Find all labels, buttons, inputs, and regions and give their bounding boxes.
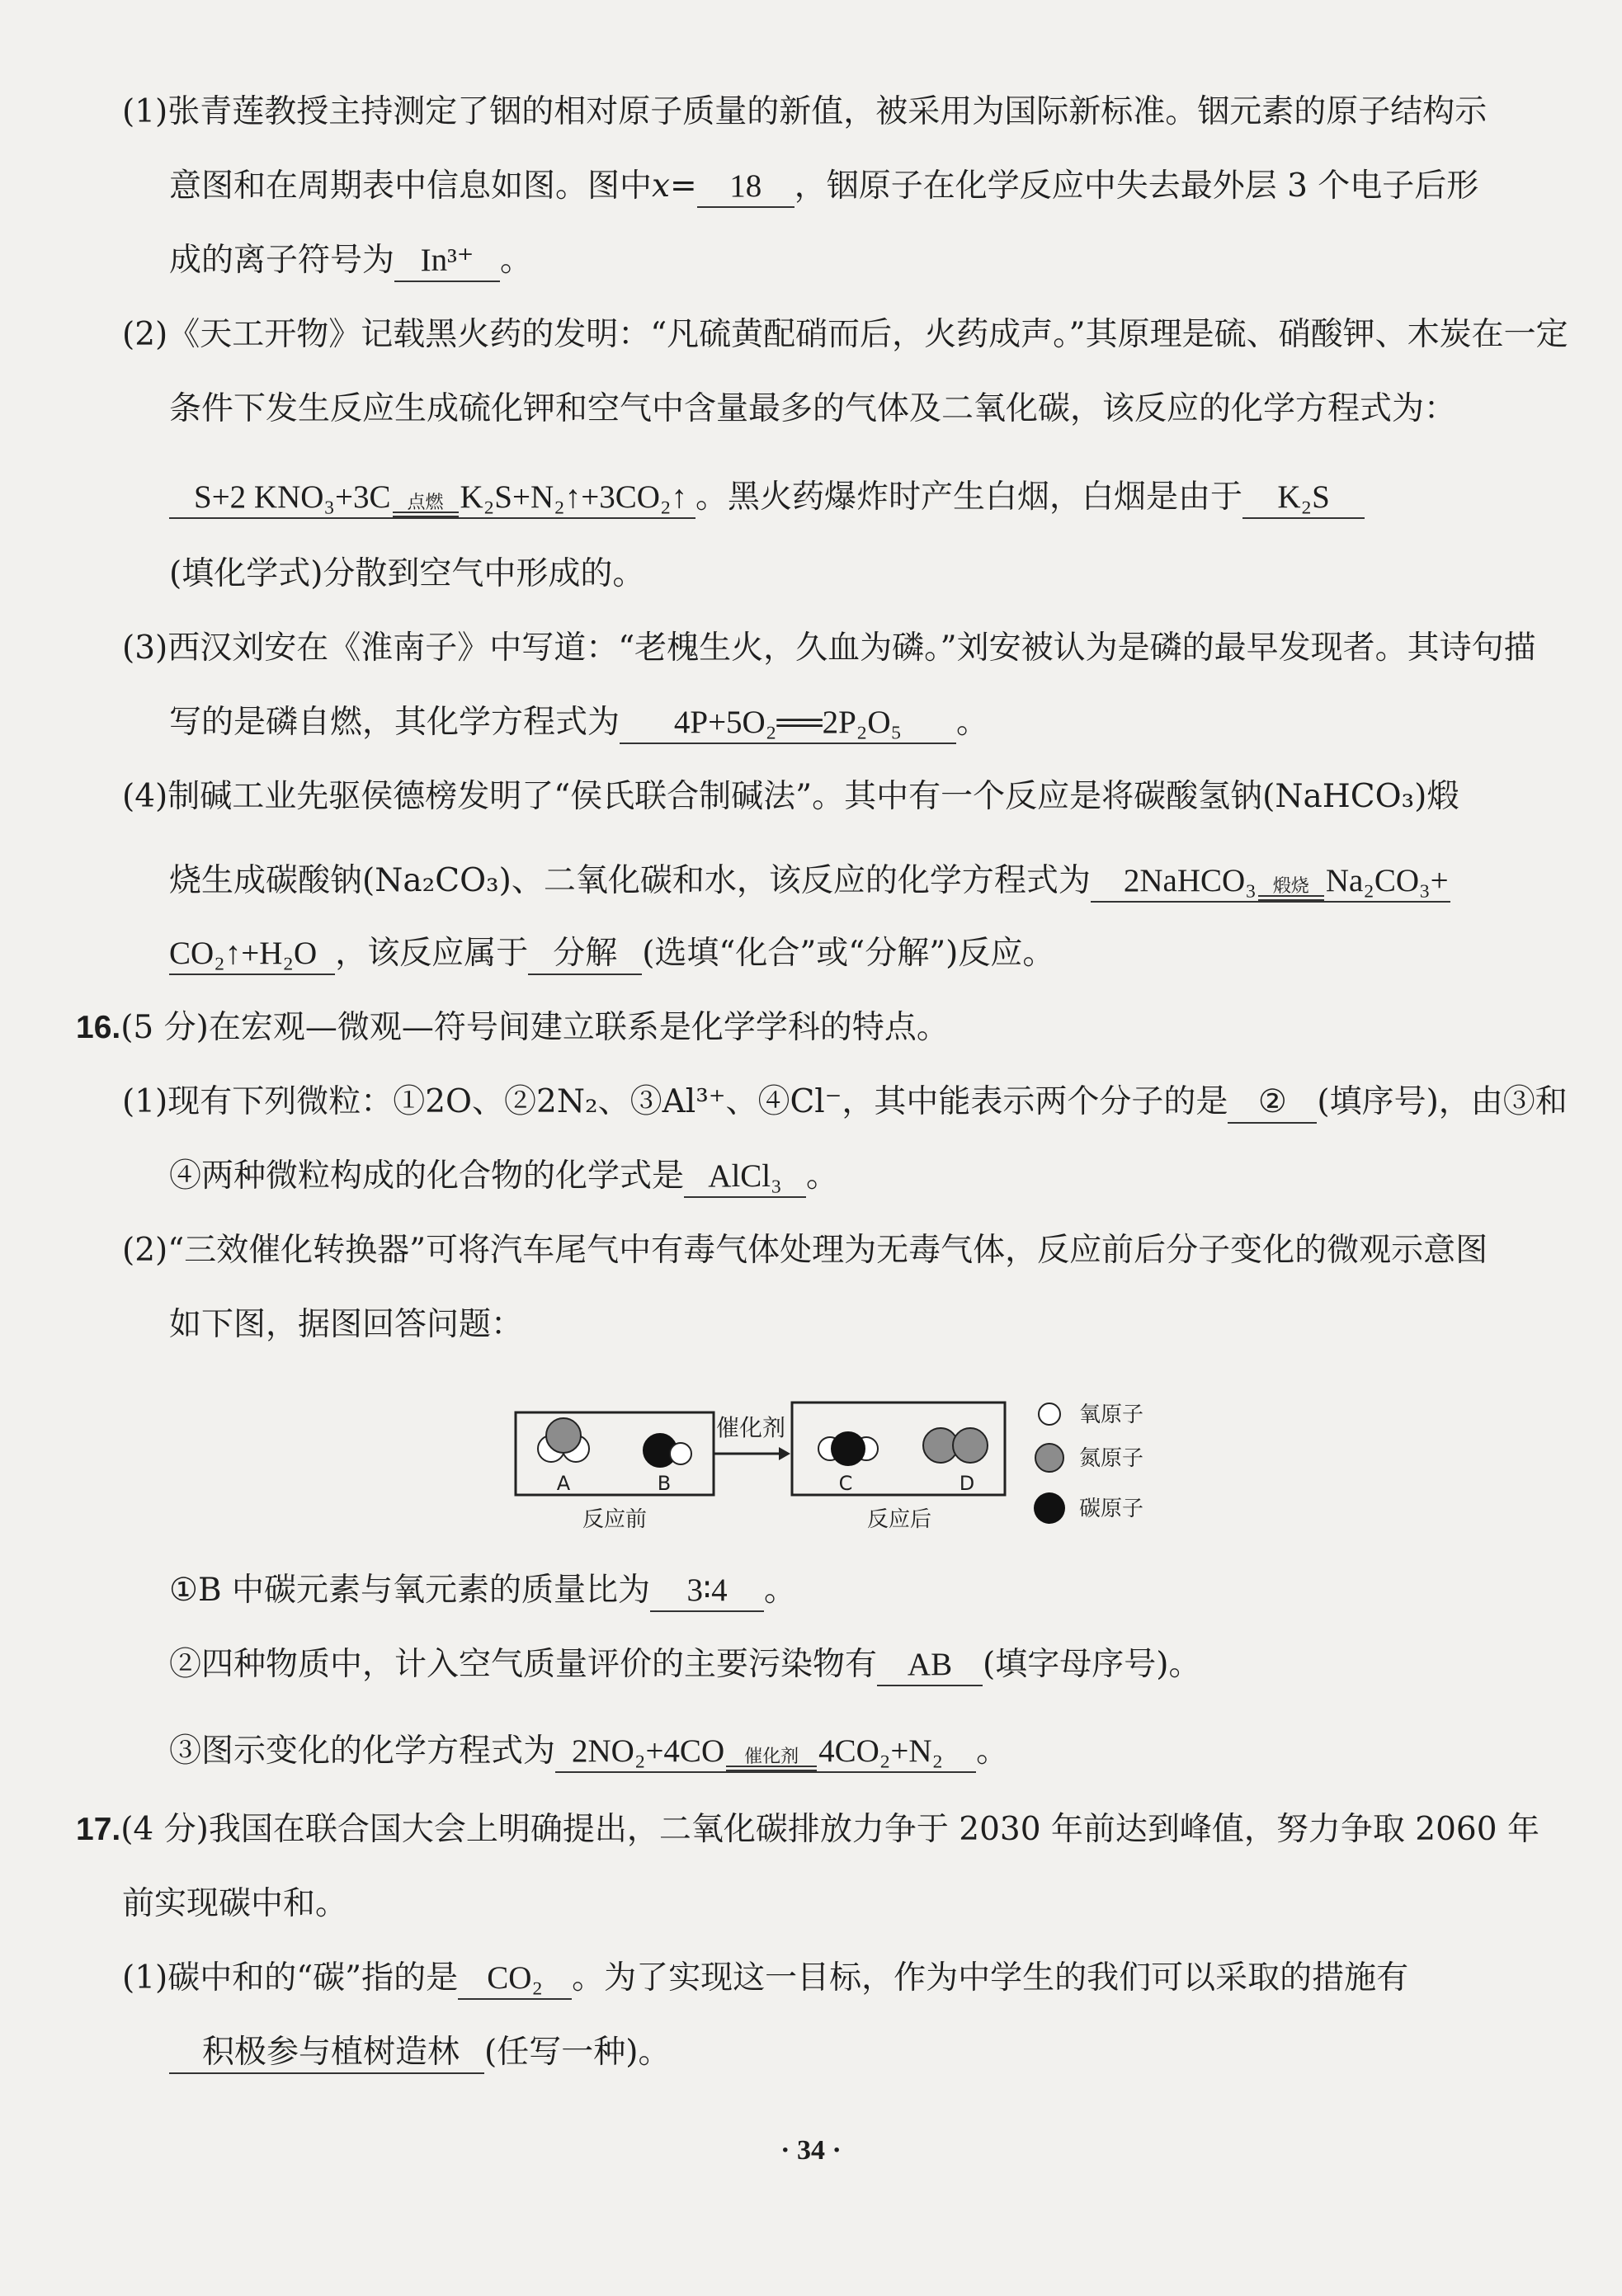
q15-part2-line2: 条件下发生反应生成硫化钾和空气中含量最多的气体及二氧化碳，该反应的化学方程式为：	[169, 390, 1457, 427]
q16-part2-line2: 如下图，据图回答问题：	[169, 1306, 524, 1343]
answer-catalytic-equation: 2NO₂+4CO 催化剂 4CO₂+N₂	[555, 1732, 976, 1773]
q17-part1-line1: (1)碳中和的“碳”指的是 CO₂ 。为了实现这一目标，作为中学生的我们可以采取的措施有	[122, 1955, 1408, 2001]
q15-part1-line1: (1)张青莲教授主持测定了铟的相对原子质量的新值，被采用为国际新标准。铟元素的原子结构示	[122, 93, 1488, 130]
q15-part3-line2: 写的是磷自燃，其化学方程式为 4P+5O₂══2P₂O₅ 。	[169, 700, 988, 746]
answer-white-smoke: K₂S	[1242, 478, 1365, 519]
catalyst-label: 催化剂	[715, 1414, 786, 1441]
after-label: 反应后	[866, 1507, 932, 1532]
q15-part4-line2: 烧生成碳酸钠(Na₂CO₃)、二氧化碳和水，该反应的化学方程式为 2NaHCO₃ 煅烧 Na₂CO₃+	[169, 858, 1450, 904]
answer-ion-symbol: In³⁺	[394, 241, 500, 282]
q15-part3-line1: (3)西汉刘安在《淮南子》中写道：“老槐生火，久血为磷。”刘安被认为是磷的最早发现者。其诗句描	[122, 629, 1536, 667]
answer-phosphorus-equation: 4P+5O₂══2P₂O₅	[620, 703, 956, 744]
q16-sub2: ②四种物质中，计入空气质量评价的主要污染物有 AB (填字母序号)。	[169, 1642, 1200, 1688]
answer-pollutants: AB	[877, 1645, 983, 1686]
legend-nitrogen-icon	[1035, 1444, 1063, 1472]
q15-part4-line3: CO₂↑+H₂O ，该反应属于 分解 (选填“化合”或“分解”)反应。	[169, 931, 1054, 977]
answer-carbon-meaning: CO₂	[458, 1959, 572, 2000]
answer-baking-soda-equation-part1: 2NaHCO₃ 煅烧 Na₂CO₃+	[1091, 861, 1450, 903]
answer-compound-formula: AlCl₃	[684, 1157, 806, 1198]
q17-heading-line2: 前实现碳中和。	[122, 1885, 348, 1922]
molecule-a	[538, 1418, 589, 1462]
legend-oxygen-icon	[1039, 1403, 1060, 1425]
q17-heading: 17.(4 分)我国在联合国大会上明确提出，二氧化碳排放力争于 2030 年前达到峰值，努力争取 2060 年	[76, 1811, 1539, 1848]
legend-carbon: 碳原子	[1079, 1497, 1144, 1521]
before-label: 反应前	[582, 1507, 648, 1532]
label-d: D	[959, 1472, 975, 1495]
reaction-condition: 点燃	[393, 493, 459, 517]
q16-part1-line1: (1)现有下列微粒：①2O、②2N₂、③Al³⁺、④Cl⁻，其中能表示两个分子的是 ② (填序号)，由③和	[122, 1079, 1568, 1125]
legend-oxygen: 氧原子	[1079, 1403, 1144, 1427]
answer-gunpowder-equation: S+2 KNO₃+3C 点燃 K₂S+N₂↑+3CO₂↑	[169, 478, 695, 519]
answer-baking-soda-equation-part2: CO₂↑+H₂O	[169, 934, 335, 975]
reaction-condition: 催化剂	[726, 1747, 817, 1771]
q16-sub3: ③图示变化的化学方程式为 2NO₂+4CO 催化剂 4CO₂+N₂ 。	[169, 1728, 1008, 1775]
q16-sub1: ①B 中碳元素与氧元素的质量比为 3∶4 。	[169, 1568, 796, 1614]
answer-x-value: 18	[697, 167, 794, 208]
reaction-condition: 煅烧	[1258, 877, 1324, 901]
q15-part2-line1: (2)《天工开物》记载黑火药的发明：“凡硫黄配硝而后，火药成声。”其原理是硫、硝酸钾、木炭在一定	[122, 316, 1568, 353]
label-b: B	[657, 1472, 672, 1495]
legend-carbon-icon	[1034, 1492, 1065, 1524]
molecule-b	[644, 1434, 691, 1467]
label-a: A	[556, 1472, 571, 1495]
molecule-d	[923, 1428, 988, 1463]
answer-mass-ratio: 3∶4	[650, 1571, 764, 1612]
answer-two-molecules: ②	[1228, 1082, 1317, 1124]
variable-x: x	[652, 167, 671, 205]
answer-reaction-type: 分解	[528, 934, 642, 975]
legend-nitrogen: 氮原子	[1079, 1446, 1144, 1471]
question-number: 17.	[76, 1812, 121, 1847]
q16-part1-line2: ④两种微粒构成的化合物的化学式是 AlCl₃ 。	[169, 1153, 838, 1200]
answer-carbon-measure: 积极参与植树造林	[169, 2033, 484, 2074]
question-number: 16.	[76, 1010, 121, 1045]
q15-part4-line1: (4)制碱工业先驱侯德榜发明了“侯氏联合制碱法”。其中有一个反应是将碳酸氢钠(NaHCO₃)煅	[122, 778, 1459, 815]
reaction-micro-diagram	[512, 1394, 1172, 1551]
label-c: C	[838, 1472, 853, 1495]
q16-heading: 16.(5 分)在宏观—微观—符号间建立联系是化学学科的特点。	[76, 1009, 949, 1046]
q15-part1-line3: 成的离子符号为 In³⁺ 。	[169, 238, 532, 284]
molecule-c	[818, 1432, 878, 1465]
q15-part2-line4: (填化学式)分散到空气中形成的。	[169, 555, 645, 592]
q15-part2-line3: S+2 KNO₃+3C 点燃 K₂S+N₂↑+3CO₂↑ 。黑火药爆炸时产生白烟，白烟是由于 K₂S	[169, 474, 1365, 521]
page-number: · 34 ·	[780, 2135, 842, 2166]
q16-part2-line1: (2)“三效催化转换器”可将汽车尾气中有毒气体处理为无毒气体，反应前后分子变化的微观示意图	[122, 1232, 1488, 1269]
q15-part1-line2: 意图和在周期表中信息如图。图中x= 18 ，铟原子在化学反应中失去最外层 3 个电子后形	[169, 163, 1478, 210]
q17-part1-line2: 积极参与植树造林 (任写一种)。	[169, 2030, 670, 2076]
